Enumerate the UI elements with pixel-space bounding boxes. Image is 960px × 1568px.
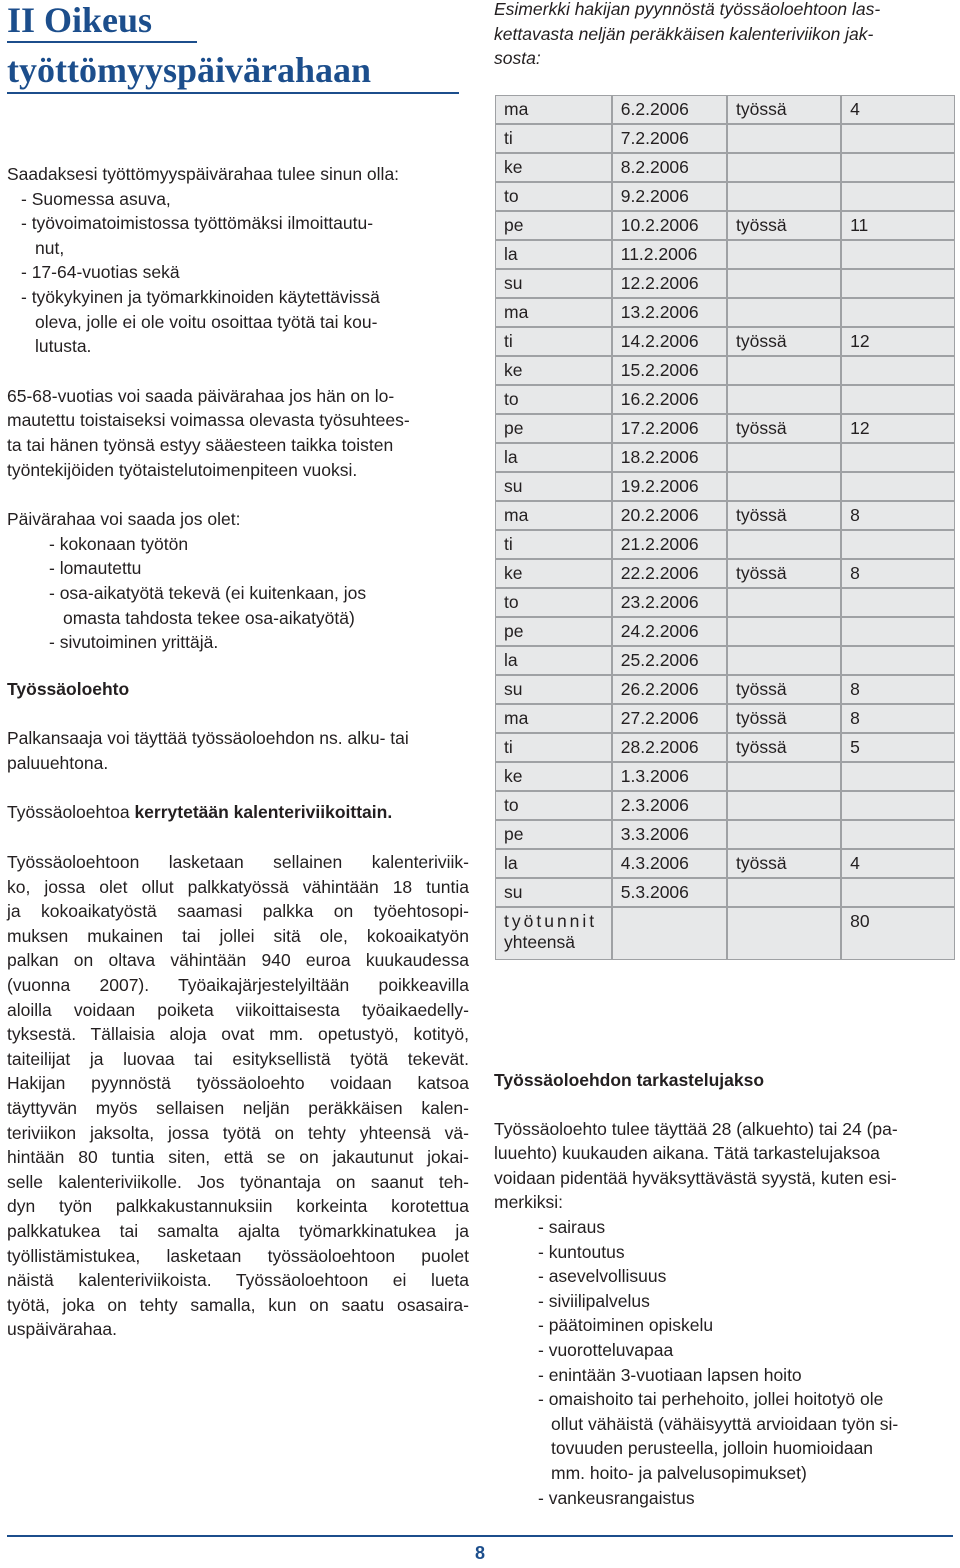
- table-row: [495, 617, 955, 646]
- table-row: [495, 820, 955, 849]
- reason-item: - siviilipalvelus: [538, 1290, 650, 1311]
- hours-cell: [841, 878, 955, 907]
- status-cell: [727, 269, 841, 298]
- hours-cell: 4: [841, 849, 955, 878]
- hours-cell: [841, 182, 955, 211]
- date-cell: 2.3.2006: [612, 791, 727, 820]
- table-row: [495, 240, 955, 269]
- reason-item: - kuntoutus: [538, 1241, 625, 1262]
- date-cell: 10.2.2006: [612, 211, 727, 240]
- date-cell: 13.2.2006: [612, 298, 727, 327]
- condition-item: - lomautettu: [49, 558, 142, 579]
- text-line: ko, jossa olet ollut palkkatyössä vähintään 18 tuntia: [7, 876, 469, 897]
- requirement-item: nut,: [35, 237, 65, 258]
- day-cell: ti: [495, 327, 612, 356]
- text-line: työntekijöiden työtaistelutoimenpiteen vuoksi.: [7, 459, 358, 480]
- status-cell: [727, 820, 841, 849]
- hours-cell: [841, 762, 955, 791]
- status-cell: [727, 472, 841, 501]
- day-cell: ma: [495, 298, 612, 327]
- hours-cell: 12: [841, 327, 955, 356]
- requirement-item: lutusta.: [35, 336, 92, 357]
- text-line: paluuehtona.: [7, 752, 109, 773]
- day-cell: ke: [495, 762, 612, 791]
- table-row: [495, 733, 955, 762]
- date-cell: 21.2.2006: [612, 530, 727, 559]
- text-line: täyttyvän myös sellaisen neljän peräkkäisen kalen-: [7, 1098, 469, 1118]
- table-row: [495, 762, 955, 791]
- heading-line-1: II Oikeus: [7, 0, 153, 40]
- date-cell: 5.3.2006: [612, 878, 727, 907]
- day-cell: ma: [495, 704, 612, 733]
- condition-item: - sivutoiminen yrittäjä.: [49, 632, 219, 653]
- day-cell: pe: [495, 414, 612, 443]
- text-line: ta tai hänen työnsä estyy sääesteen taikka toisten: [7, 434, 394, 455]
- day-cell: la: [495, 646, 612, 675]
- day-cell: ti: [495, 733, 612, 762]
- text-line: selle kalenteriviikolle. Jos työnantaja on saanut teh-: [7, 1171, 469, 1192]
- day-cell: to: [495, 385, 612, 414]
- hours-cell: 5: [841, 733, 955, 762]
- status-cell: [727, 182, 841, 211]
- status-cell: työssä: [727, 211, 841, 240]
- day-cell: ke: [495, 559, 612, 588]
- work-schedule-table: [494, 94, 956, 961]
- table-row: [495, 849, 955, 878]
- table-row: [495, 269, 955, 298]
- total-label-cell: [495, 907, 612, 960]
- table-row: [495, 791, 955, 820]
- hours-cell: 8: [841, 704, 955, 733]
- hours-cell: [841, 240, 955, 269]
- work-schedule-table-wrap: [494, 94, 956, 961]
- status-cell: työssä: [727, 704, 841, 733]
- day-cell: pe: [495, 617, 612, 646]
- date-cell: 20.2.2006: [612, 501, 727, 530]
- reason-item: - vankeusrangaistus: [538, 1487, 695, 1508]
- status-cell: työssä: [727, 414, 841, 443]
- status-cell: työssä: [727, 849, 841, 878]
- status-cell: [727, 385, 841, 414]
- day-cell: su: [495, 269, 612, 298]
- reason-item: mm. hoito- ja palvelusopimukset): [551, 1462, 807, 1483]
- reason-item: - sairaus: [538, 1216, 606, 1237]
- day-cell: to: [495, 182, 612, 211]
- text-line: Työssäoloehtoon lasketaan sellainen kalenteriviik-: [7, 852, 469, 873]
- hours-cell: [841, 124, 955, 153]
- accrual-plain: Työssäoloehtoa: [7, 802, 135, 823]
- day-cell: to: [495, 791, 612, 820]
- status-cell: [727, 646, 841, 675]
- date-cell: 18.2.2006: [612, 443, 727, 472]
- requirement-item: - Suomessa asuva,: [21, 188, 171, 209]
- hours-cell: [841, 356, 955, 385]
- reason-item: - päätoiminen opiskelu: [538, 1315, 714, 1336]
- status-cell: [727, 878, 841, 907]
- heading-line-2: työttömyyspäivärahaan: [7, 50, 372, 90]
- day-cell: su: [495, 675, 612, 704]
- text-line: työtä, joka on tehty samalla, kun on saatu osasaira-: [7, 1294, 469, 1315]
- total-hours-cell: 80: [841, 907, 955, 960]
- date-cell: 17.2.2006: [612, 414, 727, 443]
- table-row: [495, 646, 955, 675]
- day-cell: ke: [495, 153, 612, 182]
- date-cell: 16.2.2006: [612, 385, 727, 414]
- hours-cell: [841, 385, 955, 414]
- day-cell: la: [495, 443, 612, 472]
- date-cell: 7.2.2006: [612, 124, 727, 153]
- status-cell: [727, 124, 841, 153]
- text-line: taiteilijat ja luovaa tai esityksellistä työtä tekevät.: [7, 1048, 469, 1069]
- text-line: näistä kalenteriviikoista. Työssäoloehtoon ei lueta: [7, 1270, 469, 1291]
- text-line: ja kokoaikatyöstä saamasi palkka on työehtosopi-: [7, 901, 469, 922]
- hours-cell: 4: [841, 95, 955, 124]
- hours-cell: 8: [841, 559, 955, 588]
- conditions-intro: Päivärahaa voi saada jos olet:: [7, 509, 241, 530]
- day-cell: su: [495, 472, 612, 501]
- reason-item: ollut vähäistä (vähäisyyttä arvioidaan työn si-: [551, 1413, 899, 1434]
- status-cell: työssä: [727, 559, 841, 588]
- table-row: [495, 298, 955, 327]
- text-line: Hakijan pyynnöstä työssäoloehto voidaan katsoa: [7, 1073, 469, 1094]
- hours-cell: [841, 820, 955, 849]
- reason-item: - vuorotteluvapaa: [538, 1339, 674, 1360]
- day-cell: ma: [495, 501, 612, 530]
- status-cell: työssä: [727, 327, 841, 356]
- day-cell: ke: [495, 356, 612, 385]
- table-row: [495, 385, 955, 414]
- table-row: [495, 356, 955, 385]
- status-cell: [727, 617, 841, 646]
- table-row: [495, 588, 955, 617]
- page-number: 8: [474, 1543, 485, 1563]
- status-cell: [727, 588, 841, 617]
- text-line: (vuonna 2007). Työaikajärjestelyiltään poikkeavilla: [7, 975, 469, 996]
- text-line: palkkatukea tai samalta ajalta työmarkkinatukea ja: [7, 1220, 469, 1241]
- hours-cell: [841, 588, 955, 617]
- date-cell: 14.2.2006: [612, 327, 727, 356]
- status-cell: [727, 298, 841, 327]
- status-cell: [727, 530, 841, 559]
- condition-item: omasta tahdosta tekee osa-aikatyötä): [63, 607, 355, 628]
- text-line: sosta:: [494, 48, 541, 69]
- hours-cell: [841, 472, 955, 501]
- text-line: luuehto) kuukauden aikana. Tätä tarkastelujaksoa: [494, 1143, 880, 1164]
- table-row: [495, 530, 955, 559]
- date-cell: 26.2.2006: [612, 675, 727, 704]
- table-row: [495, 327, 955, 356]
- date-cell: 25.2.2006: [612, 646, 727, 675]
- date-cell: 9.2.2006: [612, 182, 727, 211]
- table-row: [495, 153, 955, 182]
- date-cell: 19.2.2006: [612, 472, 727, 501]
- date-cell: 4.3.2006: [612, 849, 727, 878]
- text-line: työllistämistukea, lasketaan työssäoloehtoon puolet: [7, 1245, 469, 1266]
- table-row: [495, 501, 955, 530]
- text-line: Palkansaaja voi täyttää työssäoloehdon ns. alku- tai: [7, 728, 409, 749]
- table-row: [495, 704, 955, 733]
- hours-cell: 8: [841, 501, 955, 530]
- table-row: [495, 124, 955, 153]
- total-row: [495, 907, 955, 960]
- hours-cell: [841, 530, 955, 559]
- day-cell: pe: [495, 211, 612, 240]
- accrual-bold: kerrytetään kalenteriviikoittain.: [134, 802, 393, 823]
- table-row: [495, 182, 955, 211]
- requirement-item: oleva, jolle ei ole voitu osoittaa työtä tai kou-: [35, 311, 378, 332]
- day-cell: la: [495, 849, 612, 878]
- table-row: [495, 878, 955, 907]
- hours-cell: [841, 298, 955, 327]
- total-label-line-2: yhteensä: [504, 932, 576, 952]
- text-line: aloilla voidaan poiketa viikoittaisesta työaikaedelly-: [7, 999, 469, 1020]
- hours-cell: [841, 617, 955, 646]
- table-row: [495, 95, 955, 124]
- status-cell: [727, 240, 841, 269]
- table-row: [495, 559, 955, 588]
- left-body: [7, 162, 469, 1342]
- table-row: [495, 675, 955, 704]
- hours-cell: [841, 791, 955, 820]
- status-cell: työssä: [727, 733, 841, 762]
- empty-cell: [612, 907, 727, 960]
- reason-item: - omaishoito tai perhehoito, jollei hoitotyö ole: [538, 1389, 884, 1410]
- text-line: Työssäoloehto tulee täyttää 28 (alkuehto) tai 24 (pa-: [494, 1118, 898, 1139]
- hours-cell: [841, 269, 955, 298]
- requirement-item: - työvoimatoimistossa työttömäksi ilmoittautu-: [21, 213, 374, 234]
- text-line: 65-68-vuotias voi saada päivärahaa jos hän on lo-: [7, 385, 395, 406]
- status-cell: työssä: [727, 95, 841, 124]
- empty-cell: [727, 907, 841, 960]
- requirement-item: - 17-64-vuotias sekä: [21, 262, 180, 283]
- date-cell: 23.2.2006: [612, 588, 727, 617]
- status-cell: [727, 443, 841, 472]
- day-cell: ma: [495, 95, 612, 124]
- date-cell: 3.3.2006: [612, 820, 727, 849]
- date-cell: 12.2.2006: [612, 269, 727, 298]
- date-cell: 15.2.2006: [612, 356, 727, 385]
- date-cell: 24.2.2006: [612, 617, 727, 646]
- status-cell: [727, 356, 841, 385]
- condition-item: - kokonaan työtön: [49, 533, 189, 554]
- counting-paragraph: [7, 850, 469, 1342]
- hours-cell: 12: [841, 414, 955, 443]
- status-cell: [727, 153, 841, 182]
- requirements-intro: Saadaksesi työttömyyspäivärahaa tulee sinun olla:: [7, 164, 400, 184]
- date-cell: 8.2.2006: [612, 153, 727, 182]
- text-line: merkiksi:: [494, 1192, 564, 1213]
- text-line: dyn työn palkkakustannuksiin korkeinta korotettua: [7, 1196, 469, 1217]
- day-cell: la: [495, 240, 612, 269]
- review-period-section: [494, 1068, 956, 1510]
- hours-cell: [841, 646, 955, 675]
- page-heading: [7, 0, 469, 96]
- day-cell: su: [495, 878, 612, 907]
- age-paragraph: [7, 384, 469, 482]
- accrual-statement: [7, 800, 469, 825]
- status-cell: [727, 791, 841, 820]
- status-cell: työssä: [727, 675, 841, 704]
- date-cell: 22.2.2006: [612, 559, 727, 588]
- table-row: [495, 472, 955, 501]
- text-line: tyksestä. Tällaisia aloja ovat mm. opetustyö, kotityö,: [7, 1024, 469, 1045]
- total-label-line-1: työtunnit: [504, 911, 598, 931]
- day-cell: pe: [495, 820, 612, 849]
- reason-item: - asevelvollisuus: [538, 1266, 667, 1287]
- section-subheading: Työssäoloehto: [7, 678, 130, 699]
- condition-item: - osa-aikatyötä tekevä (ei kuitenkaan, jos: [49, 582, 367, 603]
- requirement-item: - työkykyinen ja työmarkkinoiden käytettävissä: [21, 286, 380, 307]
- date-cell: 6.2.2006: [612, 95, 727, 124]
- hours-cell: 11: [841, 211, 955, 240]
- day-cell: ti: [495, 124, 612, 153]
- text-line: palkan on oltava vähintään 940 euroa kuukaudessa: [7, 950, 469, 971]
- status-cell: [727, 762, 841, 791]
- table-row: [495, 443, 955, 472]
- hours-cell: 8: [841, 675, 955, 704]
- section-subheading: Työssäoloehdon tarkastelujakso: [494, 1070, 765, 1090]
- reason-item: tovuuden perusteella, jolloin huomioidaan: [551, 1438, 874, 1459]
- date-cell: 1.3.2006: [612, 762, 727, 791]
- text-line: uspäivärahaa.: [7, 1319, 117, 1340]
- table-row: [495, 211, 955, 240]
- text-line: hintään 80 tuntia siten, että se on jakautunut jokai-: [7, 1147, 469, 1168]
- text-line: kettavasta neljän peräkkäisen kalenteriviikon jak-: [494, 23, 874, 44]
- day-cell: to: [495, 588, 612, 617]
- example-intro: [494, 0, 956, 71]
- table-row: [495, 414, 955, 443]
- text-line: muksen mukainen tai jollei sitä ole, kokoaikatyön: [7, 925, 469, 946]
- hours-cell: [841, 443, 955, 472]
- text-line: Esimerkki hakijan pyynnöstä työssäoloehtoon las-: [494, 0, 881, 19]
- text-line: mautettu toistaiseksi voimassa olevasta työsuhtees-: [7, 410, 410, 431]
- text-line: voidaan pidentää hyväksyttävästä syystä, kuten esi-: [494, 1167, 897, 1188]
- left-column: [7, 0, 469, 1340]
- footer-rule: [7, 1535, 953, 1537]
- reason-item: - enintään 3-vuotiaan lapsen hoito: [538, 1364, 802, 1385]
- date-cell: 27.2.2006: [612, 704, 727, 733]
- hours-cell: [841, 153, 955, 182]
- day-cell: ti: [495, 530, 612, 559]
- status-cell: työssä: [727, 501, 841, 530]
- date-cell: 28.2.2006: [612, 733, 727, 762]
- text-line: teriviikon jaksolta, jossa työtä on tehty yhteensä vä-: [7, 1122, 469, 1143]
- date-cell: 11.2.2006: [612, 240, 727, 269]
